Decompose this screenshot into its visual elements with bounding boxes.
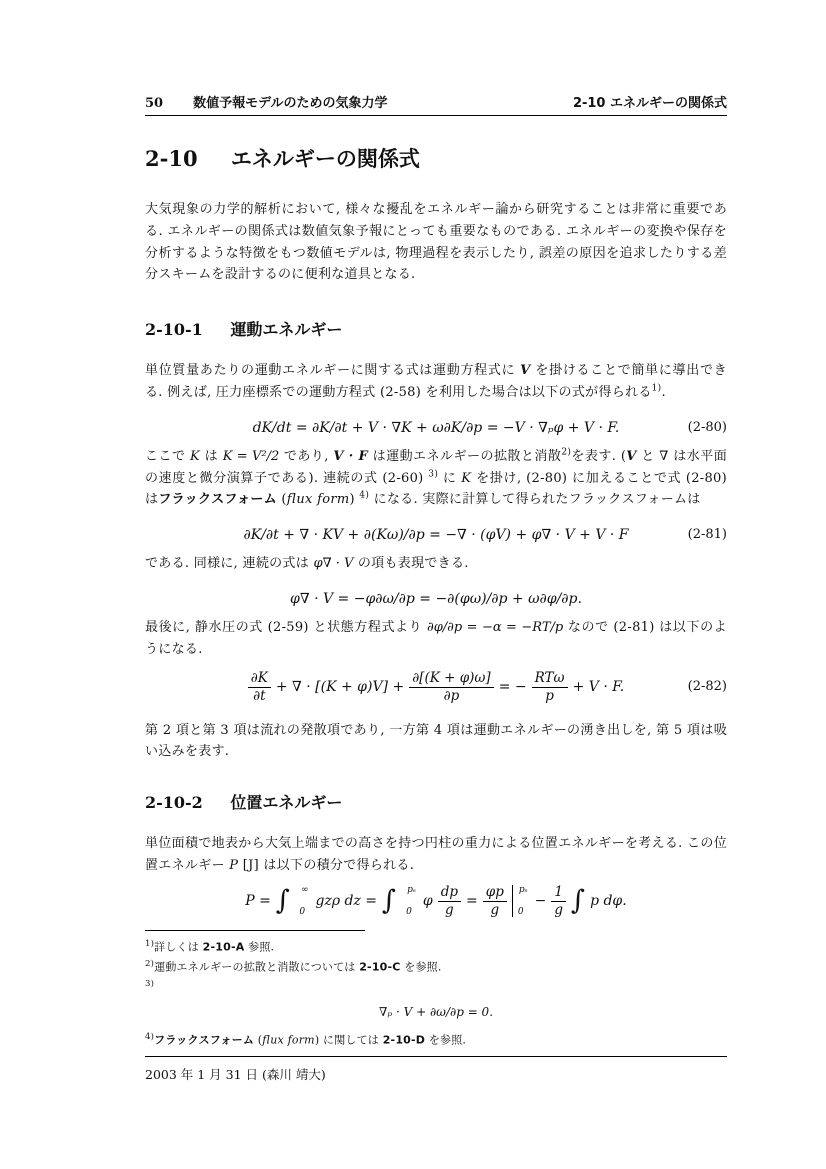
fraction-numerator: RTω bbox=[532, 671, 568, 688]
equation-segment: + V · F. bbox=[572, 679, 625, 696]
text-segment: 単位質量あたりの運動エネルギーに関する式は運動方程式に bbox=[145, 363, 521, 379]
paragraph: 第 2 項と第 3 項は流れの発散項であり, 一方第 4 項は運動エネルギーの湧き出しを, 第 5 項は吸い込みを表す. bbox=[145, 722, 727, 760]
math-inline: ∂φ/∂p = −α = −RT/p bbox=[426, 619, 564, 635]
fraction bbox=[551, 885, 566, 918]
text-segment: になる. 実際に計算して得られたフラックスフォームは bbox=[369, 492, 701, 508]
footnote-marker: 2) bbox=[145, 959, 155, 970]
subsection-heading-potential-energy bbox=[145, 793, 727, 813]
book-title: 数値予報モデルのための気象力学 bbox=[193, 96, 388, 111]
footnote-marker: 4) bbox=[145, 1032, 155, 1043]
fraction-numerator: dp bbox=[438, 885, 461, 902]
fraction bbox=[409, 671, 494, 704]
running-section-ref: 2-10 エネルギーの関係式 bbox=[572, 96, 727, 111]
text-segment: 詳しくは bbox=[154, 940, 203, 954]
equation-segment: = bbox=[466, 893, 478, 910]
bold-term-flux-form: フラックスフォーム bbox=[158, 492, 277, 508]
math-inline: K bbox=[461, 470, 472, 486]
text-segment: [J] は以下の積分で得られる. bbox=[238, 857, 415, 873]
footer-date-author: 2003 年 1 月 31 日 (森川 靖大) bbox=[145, 1067, 326, 1082]
text-segment: ここで bbox=[145, 448, 191, 464]
evaluation-limits bbox=[514, 885, 528, 917]
text-segment: 参照. bbox=[244, 940, 275, 954]
subsection-number: 2-10-2 bbox=[145, 793, 203, 813]
fraction bbox=[438, 885, 461, 918]
equation-segment: P = bbox=[245, 893, 271, 910]
fraction bbox=[532, 671, 568, 704]
fraction-numerator: φp bbox=[483, 885, 507, 902]
text-segment: は bbox=[200, 448, 223, 464]
equation-2-82 bbox=[145, 671, 727, 704]
paragraph bbox=[145, 553, 727, 575]
math-inline: V bbox=[520, 363, 531, 379]
equation-body: φ∇ · V = −φ∂ω/∂p = −∂(φω)/∂p + ω∂φ/∂p. bbox=[290, 590, 582, 607]
equation-2-80 bbox=[145, 417, 727, 439]
math-inline: K = V²/2 bbox=[222, 448, 280, 464]
footnote-2 bbox=[145, 956, 727, 976]
bold-ref: 2-10-C bbox=[359, 960, 401, 974]
italic-term: flux form bbox=[286, 492, 350, 508]
page-number: 50 bbox=[145, 96, 164, 111]
upper-limit: ∞ bbox=[300, 885, 309, 896]
text-segment: ) に関しては bbox=[314, 1034, 383, 1048]
bold-term-flux-form: フラックスフォーム bbox=[154, 1034, 255, 1048]
integral-limits bbox=[296, 885, 309, 917]
math-inline: P bbox=[229, 857, 239, 873]
fraction-denominator: g bbox=[490, 901, 500, 918]
upper-limit: pₛ bbox=[518, 885, 528, 896]
equation-body: ∂K/∂t + ∇ · KV + ∂(Kω)/∂p = −∇ · (φV) + φ∇ · V + V · F bbox=[243, 527, 629, 544]
text-column bbox=[145, 0, 727, 918]
intro-paragraph: 大気現象の力学的解析において, 様々な擾乱をエネルギー論から研究することは非常に重要である. エネルギーの関係式は数値気象予報にとっても重要なものである. エネルギーの変換や保存を分析するような特徴をもつ数値モデルは, 物理過程を表示したり, 誤差の原因を追求したりする差分スキームを設計するのに便利な道具となる. bbox=[145, 202, 727, 283]
equation-segment: gzρ dz = bbox=[315, 893, 378, 910]
footnote-ref-3: 3) bbox=[428, 469, 439, 480]
fraction-numerator: ∂[(K + φ)ω] bbox=[409, 671, 494, 688]
footnote-marker: 3) bbox=[145, 979, 155, 990]
text-segment: である. 同様に, 連続の式は bbox=[145, 556, 314, 572]
integral-sign: ∫ bbox=[275, 885, 290, 917]
equation-segment: − bbox=[534, 893, 547, 910]
fraction bbox=[248, 671, 271, 704]
text-segment: ( bbox=[254, 1034, 263, 1048]
text-segment: であり, bbox=[279, 448, 334, 464]
equation-segment: p dφ. bbox=[590, 893, 627, 910]
fraction-denominator: g bbox=[445, 901, 454, 918]
running-head bbox=[145, 0, 727, 111]
equation-tag: (2-81) bbox=[687, 527, 727, 543]
equation-continuity bbox=[145, 588, 727, 610]
math-inline: V · F bbox=[333, 448, 369, 464]
text-segment: に bbox=[438, 470, 462, 486]
lower-limit: 0 bbox=[517, 907, 524, 918]
evaluation-bar bbox=[512, 885, 530, 917]
integral-sign: ∫ bbox=[382, 885, 397, 917]
section-title: エネルギーの関係式 bbox=[230, 147, 420, 171]
lower-limit: 0 bbox=[299, 907, 306, 918]
vertical-bar bbox=[512, 885, 513, 917]
footnote-4 bbox=[145, 1029, 727, 1049]
text-segment: 最後に, 静水圧の式 (2-59) と状態方程式より bbox=[145, 619, 427, 635]
footnote-ref-1: 1) bbox=[651, 383, 662, 394]
integral-limits bbox=[402, 885, 416, 917]
italic-term: flux form bbox=[262, 1034, 315, 1048]
text-segment: と ∇ は水平面の速度と微分演算子である). 連続の式 (2-60) bbox=[145, 448, 727, 486]
equation-potential-energy bbox=[145, 885, 727, 918]
footnote-ref-2: 2) bbox=[561, 447, 572, 458]
fraction-denominator: g bbox=[554, 901, 564, 918]
equation-segment: + ∇ · [(K + φ)V] + bbox=[275, 679, 405, 696]
lower-limit: 0 bbox=[406, 907, 412, 918]
section-number: 2-10 bbox=[145, 146, 198, 171]
paragraph bbox=[145, 833, 727, 877]
subsection-title: 位置エネルギー bbox=[230, 793, 343, 813]
fraction-numerator: ∂K bbox=[248, 671, 271, 688]
math-inline: K bbox=[190, 448, 201, 464]
integral-sign: ∫ bbox=[570, 885, 586, 917]
text-segment: の項も表現できる. bbox=[353, 556, 469, 572]
fraction-denominator: ∂t bbox=[253, 687, 266, 704]
equation-tag: (2-80) bbox=[687, 419, 727, 435]
header-rule bbox=[145, 115, 727, 116]
equation-segment: φ bbox=[422, 893, 433, 910]
equation-segment: = − bbox=[498, 679, 527, 696]
text-segment: を参照. bbox=[400, 960, 442, 974]
fraction-denominator: p bbox=[545, 687, 554, 704]
equation-body: dK/dt = ∂K/∂t + V · ∇K + ω∂K/∂p = −V · ∇ₚφ + V · F. bbox=[252, 419, 620, 436]
footnote-1 bbox=[145, 936, 727, 956]
footnote-3 bbox=[145, 976, 727, 996]
text-segment: ) bbox=[349, 492, 360, 508]
section-heading bbox=[145, 146, 727, 172]
subsection-number: 2-10-1 bbox=[145, 320, 203, 340]
text-segment: を参照. bbox=[425, 1034, 467, 1048]
page-footer bbox=[145, 1056, 727, 1083]
text-segment: を掛け, (2-80) に加えることで式 (2-80) は bbox=[145, 470, 727, 508]
footnote-rule bbox=[145, 930, 365, 931]
text-segment: なので (2-81) は以下のようになる. bbox=[145, 619, 727, 657]
fraction bbox=[483, 885, 507, 918]
paragraph bbox=[145, 446, 727, 511]
text-segment: は運動エネルギーの拡散と消散 bbox=[368, 448, 562, 464]
text-segment: . bbox=[661, 384, 666, 400]
fraction-numerator: 1 bbox=[551, 885, 566, 902]
text-segment: を掛けることで簡単に導出できる. 例えば, 圧力座標系での運動方程式 (2-58) を利用した場合は以下の式が得られる bbox=[145, 363, 727, 400]
subsection-heading-kinetic-energy bbox=[145, 320, 727, 340]
subsection-title: 運動エネルギー bbox=[230, 320, 343, 340]
text-segment: 単位面積で地表から大気上端までの高さを持つ円柱の重力による位置エネルギーを考える. この位置エネルギー bbox=[145, 836, 727, 873]
bold-ref: 2-10-A bbox=[202, 940, 245, 954]
bold-ref: 2-10-D bbox=[382, 1034, 426, 1048]
text-segment: ( bbox=[276, 492, 287, 508]
equation-tag: (2-82) bbox=[687, 679, 727, 695]
math-inline: V bbox=[626, 448, 637, 464]
math-inline: φ∇ · V bbox=[313, 556, 354, 572]
equation-2-81 bbox=[145, 524, 727, 546]
footnote-3-equation: ∇ₚ · V + ∂ω/∂p = 0. bbox=[378, 1005, 494, 1020]
footnote-ref-4: 4) bbox=[359, 491, 370, 502]
footnote-marker: 1) bbox=[145, 939, 155, 949]
footnote-area bbox=[145, 930, 727, 1050]
upper-limit: pₛ bbox=[407, 885, 416, 896]
paragraph bbox=[145, 360, 727, 404]
fraction-denominator: ∂p bbox=[443, 687, 460, 704]
paragraph bbox=[145, 617, 727, 661]
text-segment: を表す. ( bbox=[571, 448, 627, 464]
text-segment: 運動エネルギーの拡散と消散については bbox=[154, 960, 360, 974]
